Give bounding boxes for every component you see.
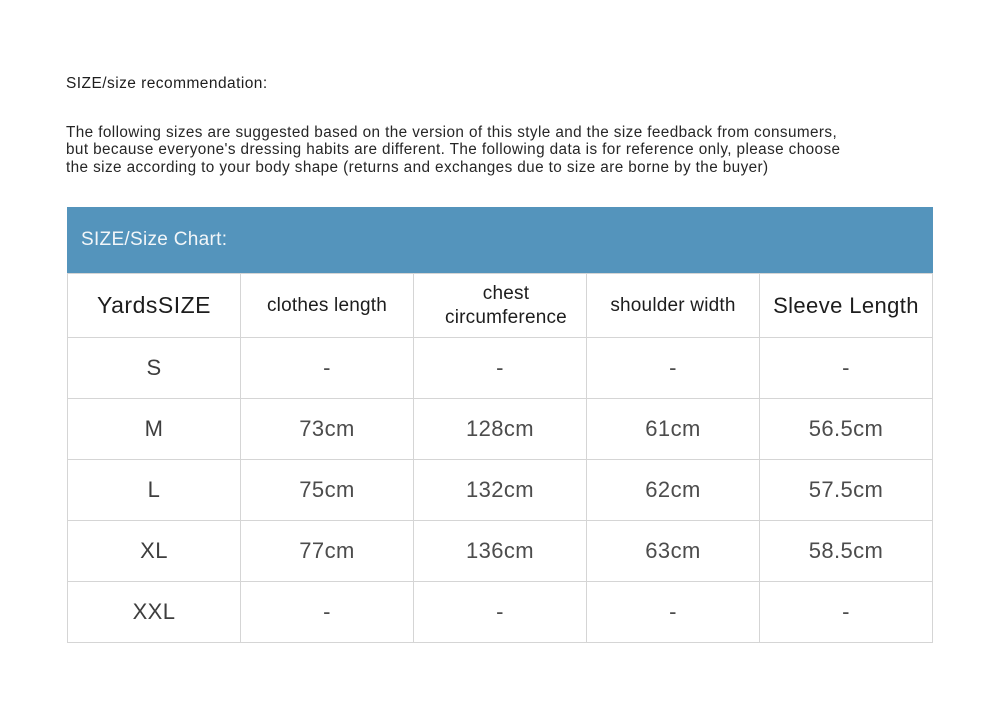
column-header-clothes-length: clothes length	[241, 274, 414, 338]
description-line: the size according to your body shape (returns and exchanges due to size are borne by the buyer)	[66, 158, 769, 176]
size-description	[66, 124, 840, 176]
size-cell: L	[68, 460, 241, 521]
sleeve-length-cell: -	[760, 582, 933, 643]
description-line: The following sizes are suggested based on the version of this style and the size feedback from consumers,	[66, 124, 838, 141]
column-header-size: YardsSIZE	[68, 274, 241, 338]
size-chart-section	[67, 207, 933, 643]
sleeve-length-cell: 56.5cm	[760, 399, 933, 460]
shoulder-width-cell: 62cm	[587, 460, 760, 521]
column-header-sleeve-length: Sleeve Length	[760, 274, 933, 338]
table-row-xl	[68, 521, 933, 582]
size-table-header	[68, 274, 933, 338]
shoulder-width-cell: -	[587, 582, 760, 643]
clothes-length-cell: 75cm	[241, 460, 414, 521]
clothes-length-cell: -	[241, 338, 414, 399]
column-header-chest-circumference: chest circumference	[414, 274, 587, 338]
shoulder-width-cell: -	[587, 338, 760, 399]
sleeve-length-cell: 57.5cm	[760, 460, 933, 521]
size-table	[67, 273, 933, 643]
chest-circumference-cell: 136cm	[414, 521, 587, 582]
chest-circumference-cell: 132cm	[414, 460, 587, 521]
sleeve-length-cell: 58.5cm	[760, 521, 933, 582]
clothes-length-cell: 73cm	[241, 399, 414, 460]
size-chart-banner	[67, 207, 933, 273]
header-row	[68, 274, 933, 338]
table-row-xxl	[68, 582, 933, 643]
column-header-shoulder-width: shoulder width	[587, 274, 760, 338]
clothes-length-cell: 77cm	[241, 521, 414, 582]
chest-circumference-cell: -	[414, 582, 587, 643]
chest-circumference-cell: -	[414, 338, 587, 399]
clothes-length-cell: -	[241, 582, 414, 643]
chest-circumference-cell: 128cm	[414, 399, 587, 460]
shoulder-width-cell: 61cm	[587, 399, 760, 460]
size-cell: XXL	[68, 582, 241, 643]
table-row-l	[68, 460, 933, 521]
description-line: but because everyone's dressing habits are different. The following data is for reference only, please choose	[66, 141, 841, 159]
shoulder-width-cell: 63cm	[587, 521, 760, 582]
size-cell: M	[68, 399, 241, 460]
size-cell: XL	[68, 521, 241, 582]
size-table-body	[68, 338, 933, 643]
table-row-m	[68, 399, 933, 460]
size-cell: S	[68, 338, 241, 399]
table-row-s	[68, 338, 933, 399]
page-title: SIZE/size recommendation:	[66, 75, 268, 92]
sleeve-length-cell: -	[760, 338, 933, 399]
size-chart-title: SIZE/Size Chart:	[81, 229, 228, 250]
